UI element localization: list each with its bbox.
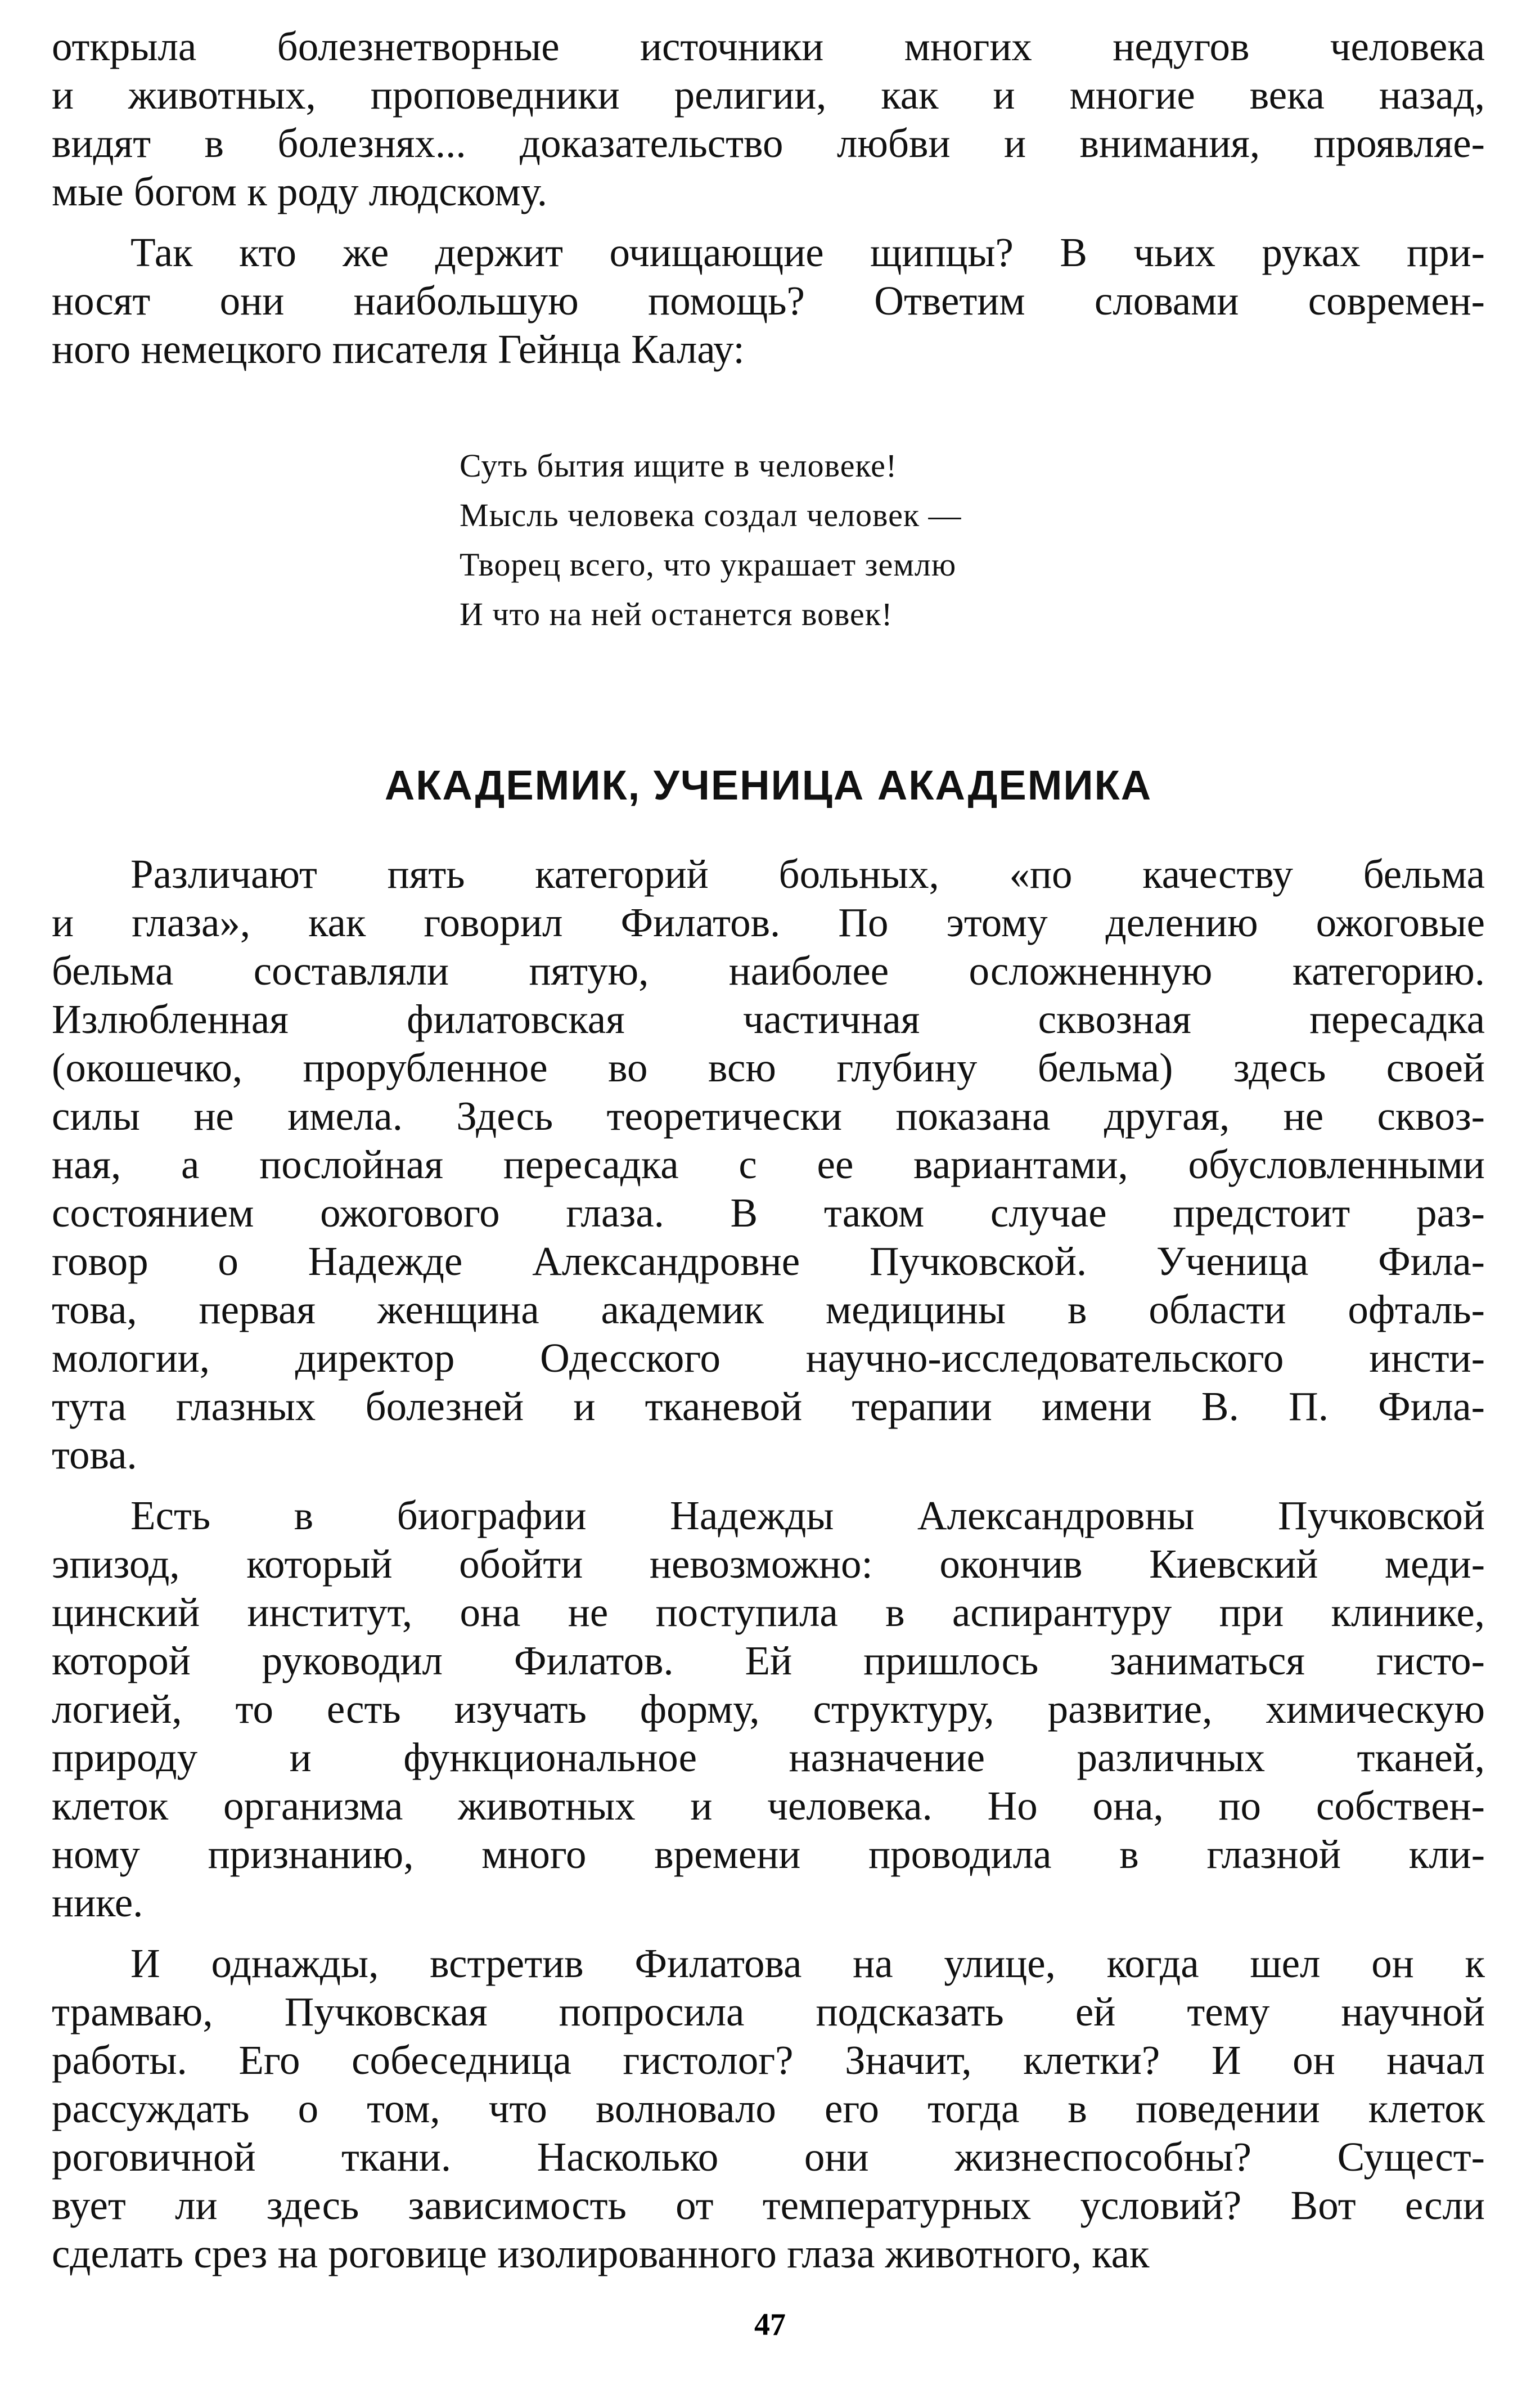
text-line: говор о Надежде Александровне Пучковской. Ученица Фила-: [52, 1238, 1485, 1284]
text-line: мые богом к роду людскому.: [52, 169, 548, 214]
poem-line: Мысль человека создал человек —: [460, 497, 962, 533]
paragraph: [52, 850, 1485, 1479]
text-line: бельма составляли пятую, наиболее осложненную категорию.: [52, 948, 1485, 994]
top-paragraphs: [52, 23, 1485, 374]
text-line: нике.: [52, 1880, 143, 1925]
poem-line: Суть бытия ищите в человеке!: [460, 447, 898, 484]
section-heading: АКАДЕМИК, УЧЕНИЦА АКАДЕМИКА: [384, 762, 1152, 809]
paragraph: [52, 1492, 1485, 1927]
poem-line: И что на ней останется вовек!: [460, 596, 893, 632]
text-line: силы не имела. Здесь теоретически показана другая, не сквоз-: [52, 1093, 1485, 1139]
text-line: ному признанию, много времени проводила в глазной кли-: [52, 1831, 1485, 1877]
book-page: [52, 23, 1485, 2369]
text-line: мологии, директор Одесского научно-исследовательского инсти-: [52, 1335, 1485, 1381]
text-line: открыла болезнетворные источники многих недугов человека: [52, 24, 1485, 69]
text-line: и глаза», как говорил Филатов. По этому делению ожоговые: [52, 900, 1485, 945]
text-line: эпизод, который обойти невозможно: окончив Киевский меди-: [52, 1541, 1485, 1587]
text-line: роговичной ткани. Насколько они жизнеспособны? Сущест-: [52, 2134, 1485, 2180]
text-line: клеток организма животных и человека. Но она, по собствен-: [52, 1783, 1485, 1829]
text-line: сделать срез на роговице изолированного глаза животного, как: [52, 2231, 1150, 2276]
text-line: состоянием ожогового глаза. В таком случае предстоит раз-: [52, 1190, 1485, 1236]
text-line: вует ли здесь зависимость от температурных условий? Вот если: [52, 2182, 1485, 2228]
text-line: ная, а послойная пересадка с ее вариантами, обусловленными: [52, 1142, 1485, 1187]
text-line: цинский институт, она не поступила в аспирантуру при клинике,: [52, 1589, 1485, 1635]
paragraph: [52, 228, 1485, 374]
text-line: тута глазных болезней и тканевой терапии имени В. П. Фила-: [52, 1384, 1485, 1429]
text-line: (окошечко, прорубленное во всю глубину бельма) здесь своей: [52, 1045, 1485, 1090]
paragraph: [52, 1939, 1485, 2278]
text-line: това.: [52, 1432, 137, 1477]
text-line: носят они наибольшую помощь? Ответим словами современ-: [52, 278, 1485, 324]
poem-line: Творец всего, что украшает землю: [460, 546, 957, 583]
section-paragraphs: [52, 850, 1485, 2278]
text-line: которой руководил Филатов. Ей пришлось заниматься гисто-: [52, 1638, 1485, 1683]
poem-quote: [460, 441, 1485, 639]
text-line: Излюбленная филатовская частичная сквозная пересадка: [52, 996, 1485, 1042]
text-line: и животных, проповедники религии, как и многие века назад,: [52, 72, 1485, 118]
text-line: Есть в биографии Надежды Александровны Пучковской: [130, 1493, 1485, 1538]
text-line: рассуждать о том, что волновало его тогда в поведении клеток: [52, 2086, 1485, 2131]
text-line: логией, то есть изучать форму, структуру, развитие, химическую: [52, 1686, 1485, 1732]
text-line: И однажды, встретив Филатова на улице, когда шел он к: [130, 1941, 1485, 1986]
text-line: Так кто же держит очищающие щипцы? В чьих руках при-: [130, 230, 1485, 275]
text-line: видят в болезнях... доказательство любви и внимания, проявляе-: [52, 120, 1485, 166]
text-line: трамваю, Пучковская попросила подсказать ей тему научной: [52, 1989, 1485, 2034]
text-line: Различают пять категорий больных, «по качеству бельма: [130, 851, 1485, 897]
text-line: природу и функциональное назначение различных тканей,: [52, 1735, 1485, 1780]
page-number: 47: [754, 2307, 786, 2342]
text-line: ного немецкого писателя Гейнца Калау:: [52, 326, 745, 372]
text-line: работы. Его собеседница гистолог? Значит, клетки? И он начал: [52, 2037, 1485, 2083]
text-line: това, первая женщина академик медицины в области офталь-: [52, 1287, 1485, 1332]
paragraph: [52, 23, 1485, 216]
